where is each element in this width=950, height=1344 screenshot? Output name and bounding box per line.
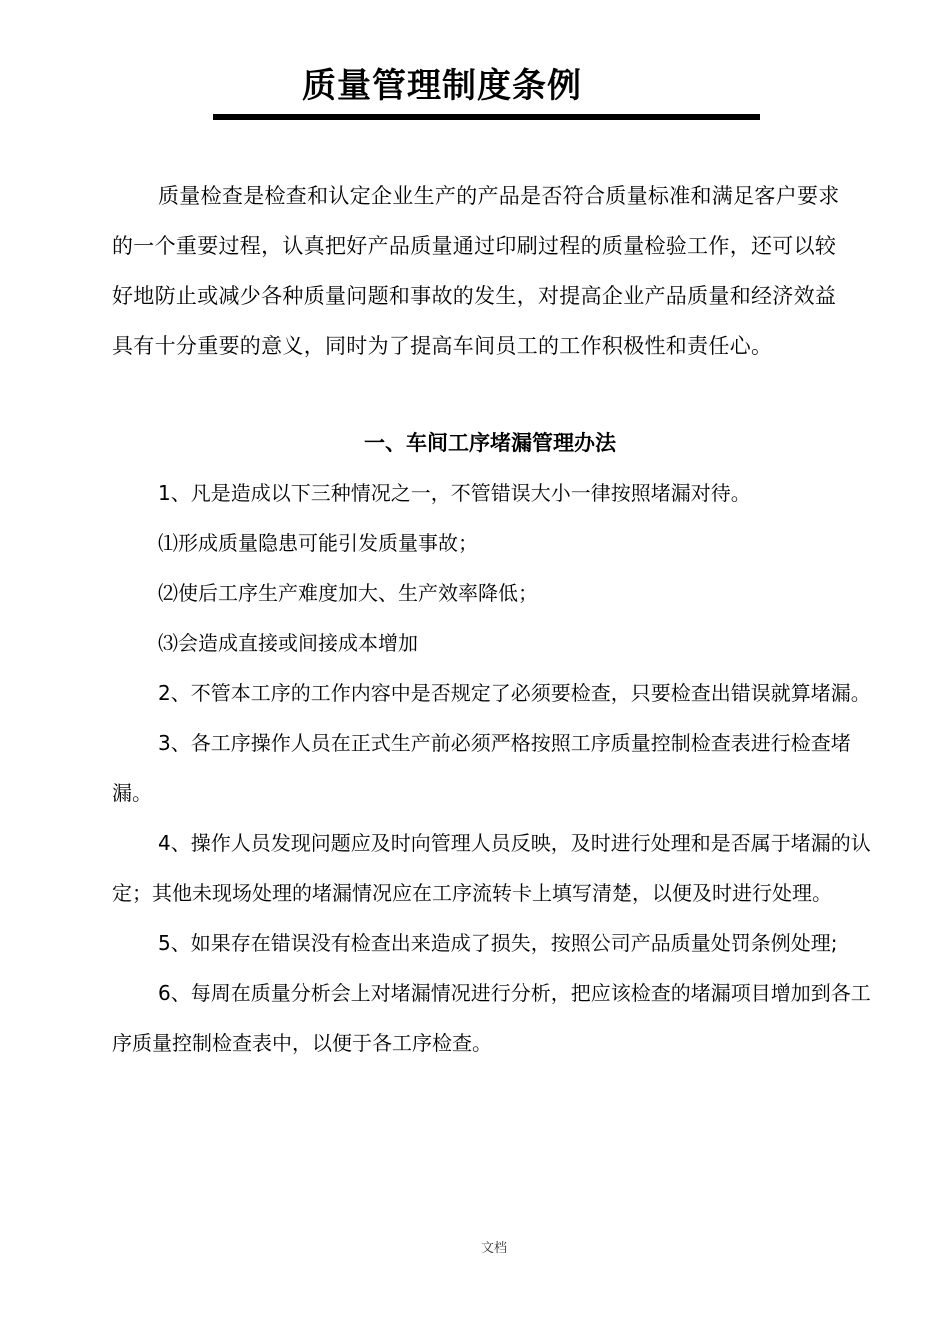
section-heading: 一、车间工序堵漏管理办法 <box>364 431 616 455</box>
clause-1-item-3: ⑶会造成直接或间接成本增加 <box>158 631 418 655</box>
clause-1-item-2: ⑵使后工序生产难度加大、生产效率降低； <box>158 581 538 605</box>
clause-2: 2、不管本工序的工作内容中是否规定了必须要检查，只要检查出错误就算堵漏。 <box>158 681 871 705</box>
clause-1-item-1: ⑴形成质量隐患可能引发质量事故； <box>158 531 478 555</box>
clause-6: 6、每周在质量分析会上对堵漏情况进行分析，把应该检查的堵漏项目增加到各工序质量控制检查表中，以便于各工序检查。 <box>112 981 871 1055</box>
clause-5: 5、如果存在错误没有检查出来造成了损失，按照公司产品质量处罚条例处理; <box>158 931 838 955</box>
page-footer: 文档 <box>480 1241 507 1256</box>
title-underline <box>213 114 760 120</box>
clause-3: 3、各工序操作人员在正式生产前必须严格按照工序质量控制检查表进行检查堵漏。 <box>112 731 851 805</box>
intro-paragraph: 质量检查是检查和认定企业生产的产品是否符合质量标准和满足客户要求的一个重要过程，认真把好产品质量通过印刷过程的质量检验工作，还可以较好地防止或减少各种质量问题和事故的发生，对提高企业产品质量和经济效益具有十分重要的意义，同时为了提高车间员工的工作积极性和责任心。 <box>112 184 840 358</box>
section-body <box>112 468 872 1068</box>
clause-4: 4、操作人员发现问题应及时向管理人员反映，及时进行处理和是否属于堵漏的认定；其他未现场处理的堵漏情况应在工序流转卡上填写清楚，以便及时进行处理。 <box>112 831 871 905</box>
page-title: 质量管理制度条例 <box>302 66 582 106</box>
clause-1: 1、凡是造成以下三种情况之一，不管错误大小一律按照堵漏对待。 <box>158 481 751 505</box>
